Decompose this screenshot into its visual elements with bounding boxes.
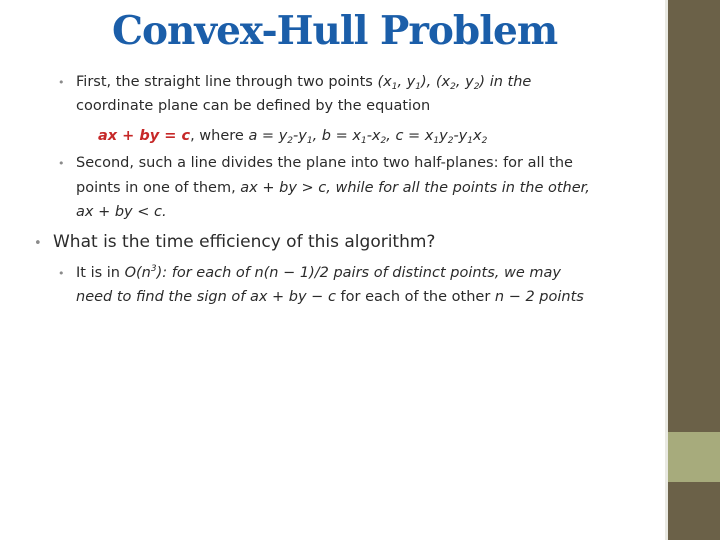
text: need to find the sign of ax + by − c (76, 289, 336, 305)
sub: 1 (433, 136, 440, 146)
sub: 1 (360, 136, 367, 146)
bullet-dot-icon: • (34, 236, 42, 251)
sub: 1 (306, 136, 313, 146)
text: , where (190, 128, 249, 144)
bullet-2-line-2 (76, 179, 590, 197)
text: b = x (321, 128, 361, 144)
text: First, the straight line through two points (76, 74, 378, 90)
sub: 1 (391, 82, 398, 92)
equation-line: ax + by = c, where $a = y_2-y_1$, $b = x_1-x_2$, $c = x_1y_2-y_1x_2$ (98, 128, 488, 146)
sub: 2 (380, 136, 387, 146)
text: ) in the (479, 74, 532, 90)
bullet-1-line-1: First, the straight line through two points ($x_1$, $y_1$), ($x_2$, $y_2$) in the (76, 74, 532, 92)
text: ): for each of n(n − 1)/2 pairs of distinct points, we may (156, 265, 561, 281)
sup: 3 (150, 264, 157, 274)
text: It is in (76, 265, 125, 281)
slide-title: Convex-Hull Problem (112, 8, 558, 54)
text: a = y (248, 128, 288, 144)
text: (x (377, 74, 392, 90)
bullet-dot-icon: • (58, 76, 65, 89)
question-line: What is the time efficiency of this algorithm? (53, 232, 436, 252)
equation-red: ax + by = c (98, 128, 191, 144)
text: for each of the other (335, 289, 495, 305)
sub: 2 (473, 82, 480, 92)
side-band-accent (668, 432, 720, 482)
sub: 1 (415, 82, 422, 92)
answer-line-1 (76, 264, 561, 282)
text: c = x (395, 128, 434, 144)
text: n − 2 points (494, 289, 584, 305)
text: O(n (124, 265, 151, 281)
bullet-2-line-3 (76, 203, 167, 221)
answer-line-2 (76, 288, 584, 306)
sub: 2 (447, 136, 454, 146)
sub: 2 (287, 136, 294, 146)
bullet-2-line-1: Second, such a line divides the plane into two half-planes: for all the (76, 155, 573, 171)
text: points in one of them, (76, 180, 241, 196)
bullet-dot-icon: • (58, 267, 65, 280)
bullet-dot-icon: • (58, 157, 65, 170)
sub: 2 (450, 82, 456, 92)
sub: 2 (481, 136, 488, 146)
sub: 1 (467, 136, 474, 146)
bullet-1-line-2: coordinate plane can be defined by the equation (76, 98, 431, 114)
text: ax + by < c. (76, 204, 167, 220)
text: ax + by > c, while for all the points in the other, (240, 180, 590, 196)
